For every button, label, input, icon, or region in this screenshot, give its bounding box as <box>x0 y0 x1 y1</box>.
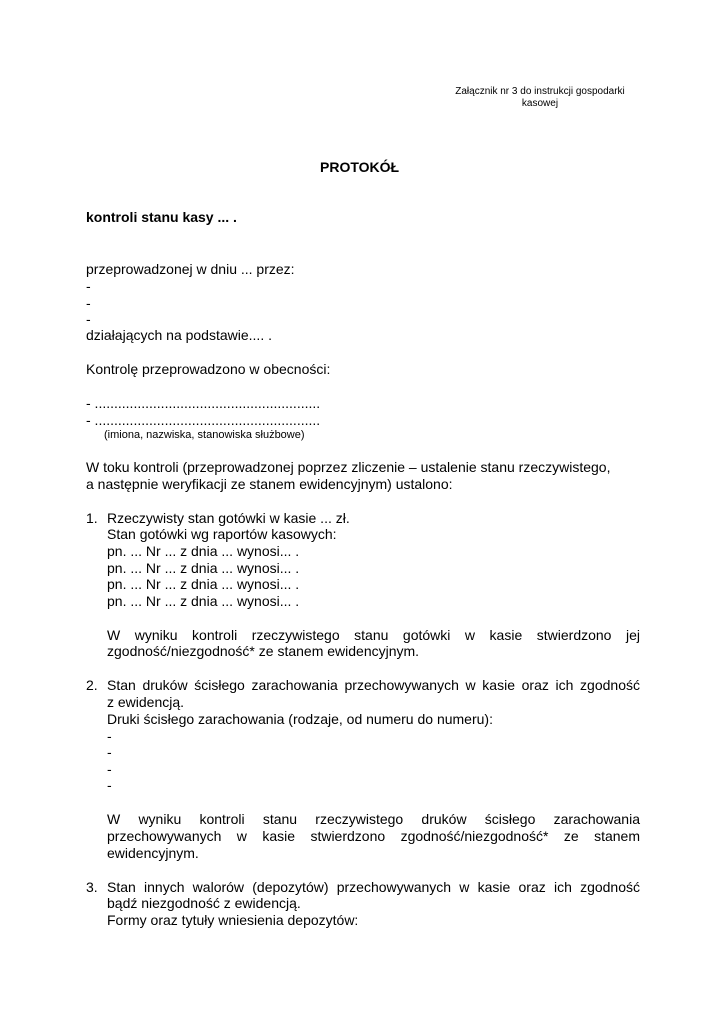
item2-dash-1: - <box>107 728 112 744</box>
item3-line-3: Formy oraz tytuły wniesienia depozytów: <box>107 912 359 928</box>
document-title: PROTOKÓŁ <box>320 159 400 175</box>
attachment-note <box>440 86 640 110</box>
item2-number: 2. <box>86 677 98 693</box>
item2-result-line-3: ewidencyjnym. <box>107 845 199 861</box>
item3-line-1: Stan innych walorów (depozytów) przechowywanych w kasie oraz ich zgodność <box>107 879 640 895</box>
item2-line-2: z ewidencją. <box>107 694 185 710</box>
conductor-dash-2: - <box>86 295 91 311</box>
attachment-note-line2: kasowej <box>521 98 559 109</box>
item2-dash-2: - <box>107 744 112 760</box>
conductor-dash-3: - <box>86 311 91 327</box>
presence-dotted-1: - .......................................................... <box>86 395 321 411</box>
item2-dash-3: - <box>107 761 112 777</box>
item1-report-line-1: pn. ... Nr ... z dnia ... wynosi... . <box>107 543 300 559</box>
document-subtitle: kontroli stanu kasy ... . <box>86 209 237 225</box>
item2-line-1: Stan druków ścisłego zarachowania przechowywanych w kasie oraz ich zgodność <box>107 677 640 693</box>
item3-number: 3. <box>86 879 98 895</box>
item2-result-line-1: W wyniku kontroli stanu rzeczywistego druków ścisłego zarachowania <box>107 811 640 827</box>
item1-result-line-1: W wyniku kontroli rzeczywistego stanu gotówki w kasie stwierdzono jej <box>107 627 640 643</box>
presence-dotted-2: - .......................................................... <box>86 412 321 428</box>
item1-report-line-3: pn. ... Nr ... z dnia ... wynosi... . <box>107 576 300 592</box>
intro-line-2: a następnie weryfikacji ze stanem ewidencyjnym) ustalono: <box>86 476 453 492</box>
item1-result-line-2: zgodność/niezgodność* ze stanem ewidencyjnym. <box>107 643 420 659</box>
conducted-line: przeprowadzonej w dniu ... przez: <box>86 261 295 277</box>
names-caption: (imiona, nazwiska, stanowiska służbowe) <box>104 429 305 441</box>
item1-number: 1. <box>86 510 98 526</box>
item1-report-line-4: pn. ... Nr ... z dnia ... wynosi... . <box>107 593 300 609</box>
item3-line-2: bądź niezgodność z ewidencją. <box>107 895 301 911</box>
item1-line-1: Rzeczywisty stan gotówki w kasie ... zł. <box>107 510 350 526</box>
item1-report-line-2: pn. ... Nr ... z dnia ... wynosi... . <box>107 560 300 576</box>
item1-line-2: Stan gotówki wg raportów kasowych: <box>107 526 337 542</box>
intro-line-1: W toku kontroli (przeprowadzonej poprzez zliczenie – ustalenie stanu rzeczywistego, <box>86 459 611 475</box>
attachment-note-line1: Załącznik nr 3 do instrukcji gospodarki <box>455 86 625 97</box>
conductor-dash-1: - <box>86 278 91 294</box>
item2-line-3: Druki ścisłego zarachowania (rodzaje, od numeru do numeru): <box>107 711 493 727</box>
item2-dash-4: - <box>107 777 112 793</box>
presence-line: Kontrolę przeprowadzono w obecności: <box>86 361 331 377</box>
item2-result-line-2: przechowywanych w kasie stwierdzono zgodność/niezgodność* ze stanem <box>107 828 640 844</box>
acting-line: działających na podstawie.... . <box>86 327 272 343</box>
